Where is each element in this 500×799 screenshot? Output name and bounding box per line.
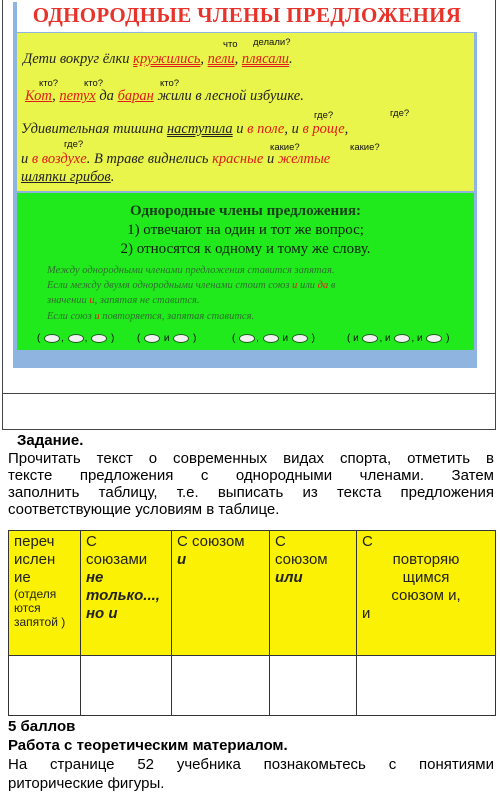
rule-note-2: Если между двумя однородными членами стоит союз и или да в [47, 280, 336, 291]
question-label: где? [390, 108, 410, 119]
task-text: Прочитать текст о современных видах спорта, отметить в тексте предложения с однородными членами. Затем заполнить таблицу, т.е. выписать из текста предложения соответствующие условиям в таблице. [8, 450, 494, 518]
answer-cell[interactable] [270, 656, 357, 716]
header-conjunction-ili: С союзом или [270, 531, 357, 656]
table-header-row [9, 531, 496, 656]
example-sentence-1: Дети вокруг ёлки кружились, пели, плясали. [23, 51, 293, 67]
rule-2: 2) относятся к одному и тому же слову. [120, 241, 371, 257]
examples-panel [17, 33, 474, 191]
answer-cell[interactable] [357, 656, 496, 716]
example-sentence-4: и в воздухе. В траве виднелись красные и желтые [21, 151, 331, 167]
middle-frame [2, 394, 496, 430]
assignment-table [8, 530, 496, 716]
question-label: кто? [84, 78, 104, 89]
scheme-single-conj: ( и ) [137, 333, 197, 344]
question-label: где? [314, 110, 334, 121]
rules-title: Однородные члены предложения: [130, 203, 361, 219]
theory-heading: Работа с теоретическим материалом. [8, 737, 288, 754]
question-label: что [223, 39, 238, 50]
question-label: какие? [270, 142, 300, 153]
question-label: кто? [160, 78, 180, 89]
rule-note-4: Если союз и повторяется, запятая ставится. [47, 311, 255, 322]
poster-title: ОДНОРОДНЫЕ ЧЛЕНЫ ПРЕДЛОЖЕНИЯ [32, 3, 462, 27]
rules-panel [17, 193, 474, 350]
example-sentence-2: Кот, петух да баран жили в лесной избушке. [25, 88, 304, 104]
question-label: делали? [253, 37, 291, 48]
question-label: кто? [39, 78, 59, 89]
answer-cell[interactable] [9, 656, 81, 716]
header-repeated-conjunction: С повторяю щимся союзом и, и [357, 531, 496, 656]
header-enumeration: переч ислен ие (отделя ются запятой ) [9, 531, 81, 656]
theory-text-line-2: риторические фигуры. [8, 775, 165, 792]
rule-1: 1) отвечают на один и тот же вопрос; [127, 222, 364, 238]
task-heading: Задание. [17, 432, 84, 449]
poster-title-band [17, 2, 477, 32]
scheme-repeated-conj: ( и , и , и ) [347, 333, 450, 344]
rule-note-3: значении и, запятая не ставится. [47, 295, 200, 306]
question-label: какие? [350, 142, 380, 153]
example-sentence-3: Удивительная тишина наступила и в поле, и в роще, [21, 121, 349, 137]
answer-cell[interactable] [172, 656, 270, 716]
scheme-commas-conj: ( , и ) [232, 333, 315, 344]
question-label: где? [64, 139, 84, 150]
scheme-commas: ( , , ) [37, 333, 115, 344]
score-label: 5 баллов [8, 718, 76, 735]
punctuation-schemes [27, 333, 467, 347]
rule-note-1: Между однородными членами предложения ставится запятая. [47, 265, 335, 276]
answer-cell[interactable] [81, 656, 172, 716]
theory-text-line-1: На странице 52 учебника познакомьтесь с понятиями [8, 756, 494, 773]
header-conjunction-i: С союзом и [172, 531, 270, 656]
example-sentence-4-continued: шляпки грибов. [21, 169, 115, 185]
header-double-conjunction: С союзами не только..., но и [81, 531, 172, 656]
table-answer-row [9, 656, 496, 716]
